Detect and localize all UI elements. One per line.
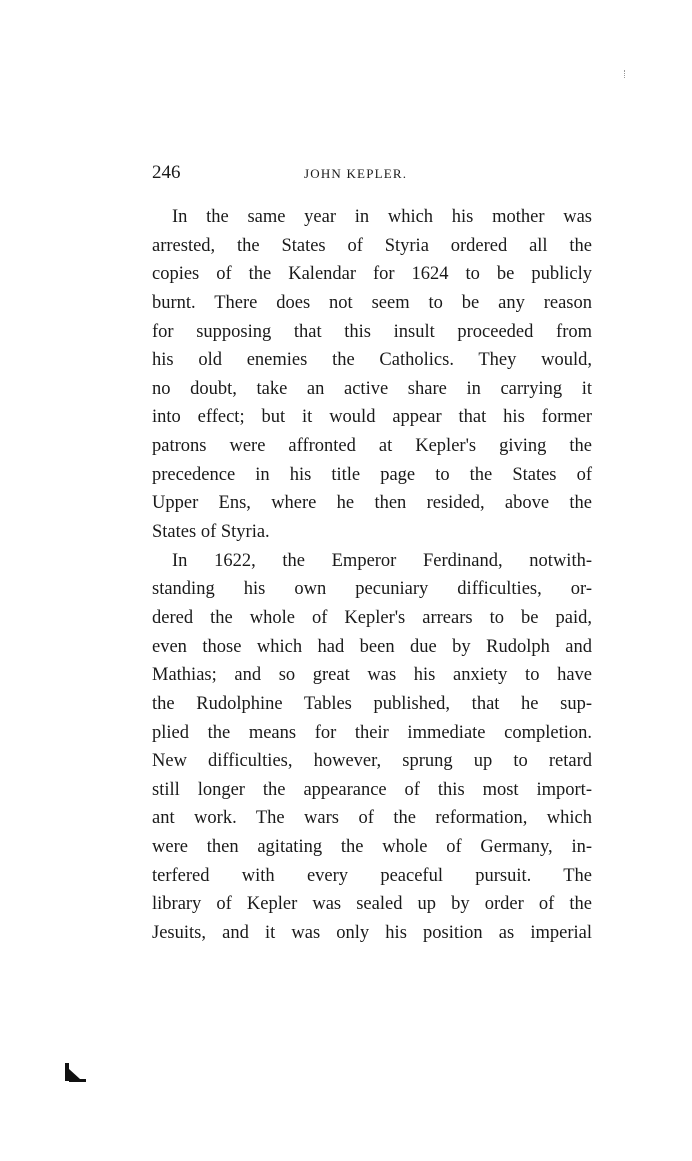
body-text (152, 203, 592, 948)
text-line: burnt. There does not seem to be any reason (152, 292, 592, 313)
running-head (152, 160, 592, 186)
text-line: Mathias; and so great was his anxiety to have (152, 665, 592, 686)
text-line: In 1622, the Emperor Ferdinand, notwith- (172, 550, 592, 571)
text-line: standing his own pecuniary difficulties, or- (152, 579, 592, 600)
text-line: patrons were affronted at Kepler's giving the (152, 436, 592, 457)
text-line: for supposing that this insult proceeded from (152, 321, 592, 342)
text-line: his old enemies the Catholics. They would, (152, 350, 592, 371)
running-title: JOHN KEPLER. (304, 166, 408, 181)
text-line: terfered with every peaceful pursuit. The (152, 865, 592, 886)
text-line: library of Kepler was sealed up by order of the (152, 894, 592, 915)
text-line: into effect; but it would appear that his former (152, 407, 592, 428)
text-line: States of Styria. (152, 522, 270, 543)
text-line: copies of the Kalendar for 1624 to be publicly (152, 264, 592, 285)
text-line: dered the whole of Kepler's arrears to be paid, (152, 607, 592, 628)
corner-mark-icon (64, 1063, 86, 1083)
text-line: the Rudolphine Tables published, that he sup- (152, 693, 592, 714)
text-line: New difficulties, however, sprung up to retard (152, 751, 592, 772)
page-number: 246 (152, 162, 181, 183)
margin-speck (624, 70, 627, 78)
text-line: no doubt, take an active share in carrying it (152, 378, 592, 399)
text-line: Upper Ens, where he then resided, above the (152, 493, 592, 514)
text-line: even those which had been due by Rudolph and (152, 636, 592, 657)
text-line: precedence in his title page to the States of (152, 464, 592, 485)
text-line: still longer the appearance of this most import- (152, 779, 592, 800)
text-line: were then agitating the whole of Germany, in- (152, 837, 592, 858)
text-line: Jesuits, and it was only his position as imperial (152, 923, 592, 944)
text-line: In the same year in which his mother was (172, 207, 592, 227)
text-line: plied the means for their immediate completion. (152, 722, 592, 743)
text-line: arrested, the States of Styria ordered all the (152, 235, 592, 256)
text-line: ant work. The wars of the reformation, which (152, 808, 592, 829)
